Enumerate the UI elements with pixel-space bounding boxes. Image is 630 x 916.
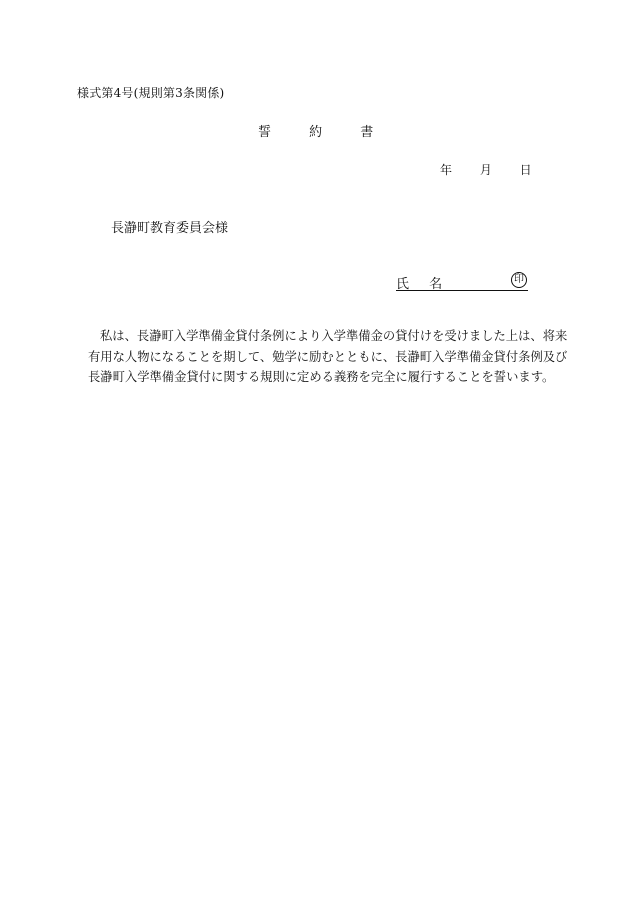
pledge-line-1: 私は、長瀞町入学準備金貸付条例により入学準備金の貸付けを受けました上は、将来 (100, 329, 568, 343)
date-day-label: 日 (519, 163, 532, 177)
document-title (258, 121, 373, 140)
date-line (440, 161, 532, 178)
addressee: 長瀞町教育委員会様 (111, 221, 229, 236)
signature-label: 氏 名 (396, 277, 451, 292)
seal-mark: 印 (511, 272, 527, 288)
form-number: 様式第4号(規則第3条関係) (77, 86, 225, 100)
pledge-line-2: 有用な人物になることを期して、勉学に励むとともに、長瀞町入学準備金貸付条例及び (88, 349, 568, 364)
title-char-2: 約 (309, 125, 323, 140)
date-year-label: 年 (440, 163, 453, 177)
title-char-1: 誓 (258, 125, 272, 140)
signature-line (396, 272, 528, 291)
title-char-3: 書 (360, 125, 374, 140)
date-month-label: 月 (479, 163, 492, 177)
pledge-line-3: 長瀞町入学準備金貸付に関する規則に定める義務を完全に履行することを誓います。 (88, 370, 555, 384)
pledge-body (88, 326, 568, 388)
